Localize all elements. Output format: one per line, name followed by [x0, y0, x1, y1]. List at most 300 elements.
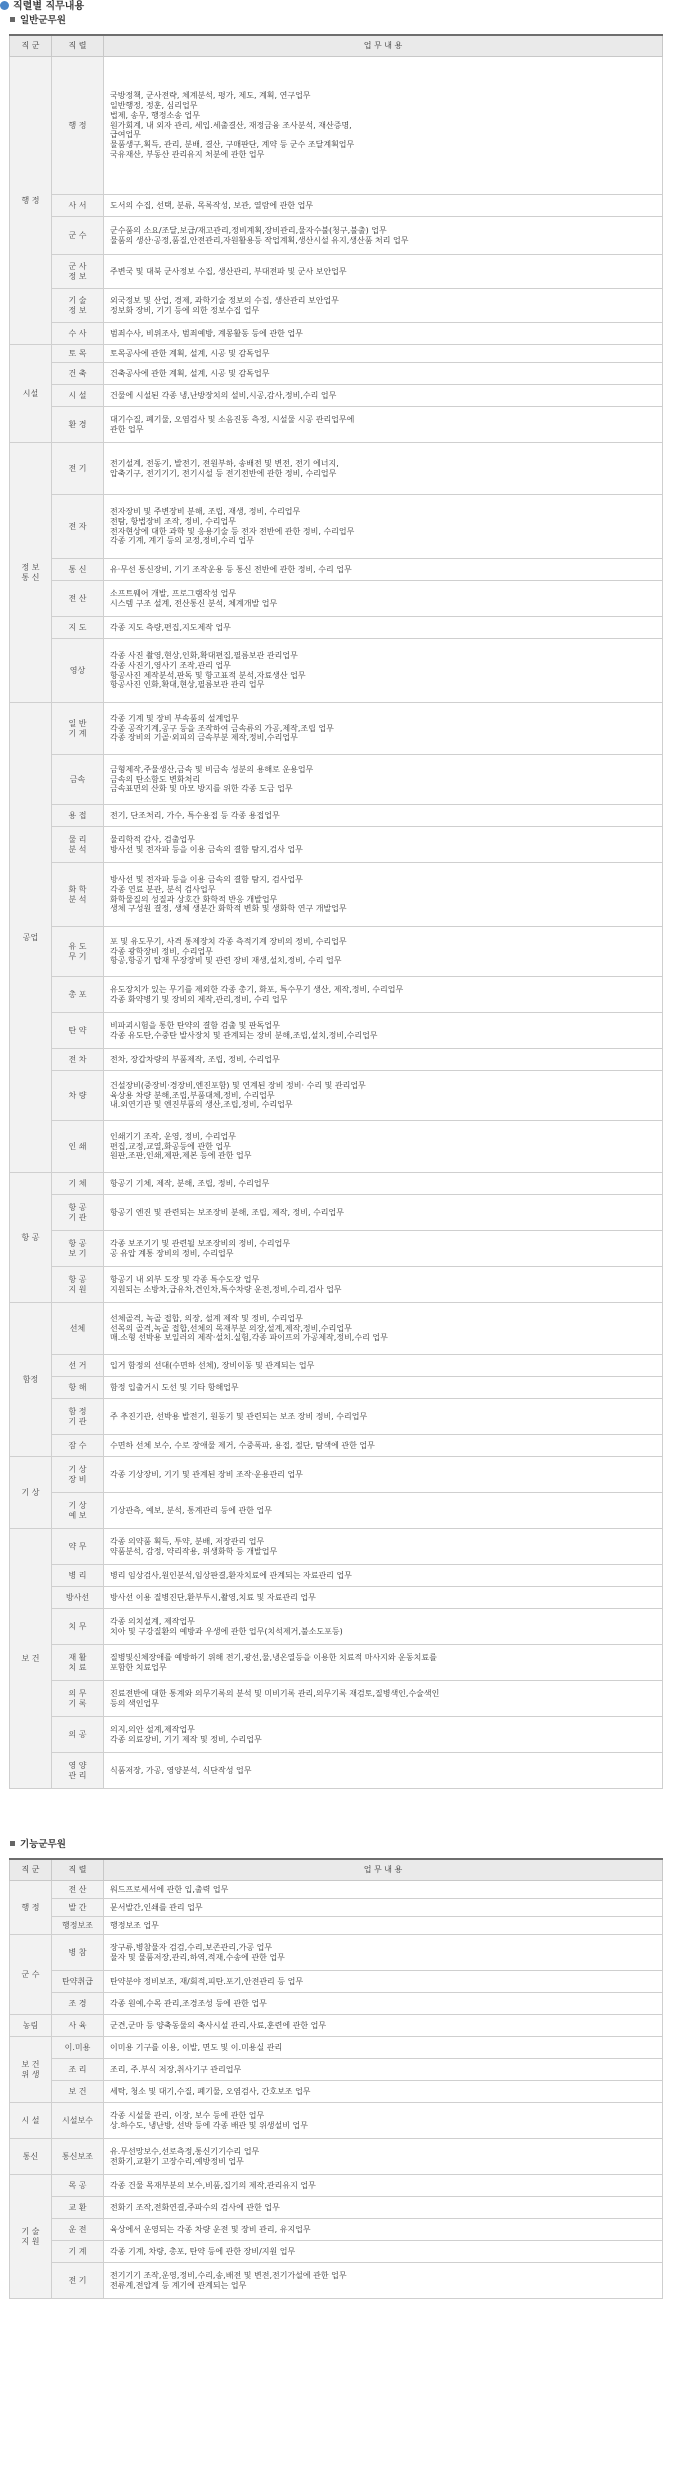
- duty-cell: [104, 1899, 663, 1917]
- text-line: 치 료: [68, 1662, 87, 1672]
- text-line: 군 수: [68, 230, 87, 240]
- text-line: 시설: [22, 388, 39, 398]
- duty-cell: [104, 2219, 663, 2241]
- table-row: [10, 863, 663, 927]
- text-line: 건 축: [68, 368, 87, 378]
- table-row: [10, 1493, 663, 1529]
- text-line: 매.소형 선박용 보일러의 제작·설치.실험,각종 파이프의 가공제작,정비,수리 업무: [110, 1333, 388, 1343]
- series-cell: [52, 863, 104, 927]
- series-cell: [52, 195, 104, 217]
- series-cell: [52, 755, 104, 805]
- duty-cell: [104, 1399, 663, 1435]
- text-line: 방사선 및 전자파 등을 이용 금속의 결함 탐지, 검사업무: [110, 875, 303, 884]
- duty-cell: [104, 1529, 663, 1565]
- text-line: 전탐, 항법장비 조작, 정비, 수리업무: [110, 516, 236, 526]
- table-row: [10, 617, 663, 639]
- table-row: [10, 363, 663, 385]
- duty-cell: [104, 443, 663, 495]
- text-line: 인 쇄: [68, 1141, 87, 1151]
- table-row: [10, 1377, 663, 1399]
- series-cell: [52, 1717, 104, 1753]
- table-row: [10, 385, 663, 407]
- series-cell: [52, 827, 104, 863]
- text-line: 일반행정, 정훈, 심리업무: [110, 101, 198, 111]
- text-line: 유 도: [68, 941, 87, 951]
- duty-cell: [104, 323, 663, 345]
- duty-cell: [104, 1013, 663, 1049]
- table-row: [10, 2081, 663, 2103]
- text-line: 기 관: [68, 1212, 87, 1222]
- text-line: 범죄수사, 비위조사, 범죄예방, 계몽활동 등에 관한 업무: [110, 328, 303, 338]
- series-cell: [52, 1231, 104, 1267]
- text-line: 전기, 단조처리, 가수, 특수용접 등 각종 용접업무: [110, 810, 280, 820]
- text-line: 일 반: [68, 718, 87, 728]
- text-line: 군수품의 소요/조달,보급/재고관리,정비계획,장비관리,물자수불(청구,불출) 업무: [110, 225, 387, 235]
- table-row: [10, 2241, 663, 2263]
- text-line: 건설장비(중장비·경장비,엔진포함) 및 연계된 장비 정비· 수리 및 관리업무: [110, 1080, 366, 1090]
- text-line: 입거 함정의 선대(수면하 선체), 장비이동 및 관계되는 업무: [110, 1360, 315, 1370]
- series-cell: [52, 1267, 104, 1303]
- series-cell: [52, 2103, 104, 2139]
- text-line: 군 수: [21, 1969, 40, 1979]
- text-line: 정 보: [68, 271, 87, 281]
- text-line: 치아 및 구강질환의 예방과 우생에 관한 업무(치석제거,불소도포등): [110, 1626, 343, 1636]
- bullet-circle-icon: [0, 1, 9, 10]
- text-line: 방사선 이용 질병진단,환부투시,촬영,치료 및 자료관리 업무: [110, 1592, 316, 1602]
- text-line: 주변국 및 대북 군사정보 수집, 생산관리, 부대전파 및 군사 보안업무: [110, 266, 347, 276]
- text-line: 관한 업무: [110, 424, 144, 434]
- table-row: [10, 1971, 663, 1993]
- series-cell: [52, 1071, 104, 1121]
- series-cell: [52, 1681, 104, 1717]
- group-cell: [10, 1529, 52, 1789]
- text-line: 선 거: [68, 1360, 87, 1370]
- series-cell: [52, 1049, 104, 1071]
- table-row: [10, 195, 663, 217]
- table-row: [10, 1435, 663, 1457]
- table-row: [10, 1173, 663, 1195]
- text-line: 정 보: [21, 562, 40, 572]
- text-line: 지원되는 소방차,급유차,견인차,특수차량 운전,정비,수리,검사 업무: [110, 1284, 342, 1294]
- column-header-series: 직 렬: [52, 35, 104, 57]
- text-line: 치 무: [68, 1621, 87, 1631]
- series-cell: [52, 639, 104, 703]
- text-line: 이.미용: [64, 2042, 91, 2052]
- text-line: 급여업무: [110, 130, 141, 140]
- duty-cell: [104, 1717, 663, 1753]
- text-line: 금속표면의 산화 및 마모 방지를 위한 각종 도금 업무: [110, 784, 293, 794]
- text-line: 각종 원예,수목 관리,조경조성 등에 관한 업무: [110, 1998, 267, 2008]
- section-title: [8, 1838, 66, 1852]
- duty-cell: [104, 345, 663, 363]
- column-header-group: 직 군: [10, 1859, 52, 1881]
- text-line: 진료전반에 대한 통계와 의무기록의 분석 및 미비기록 관리,의무기록 재검토,질병색인,수술색인: [110, 1688, 440, 1698]
- text-line: 조리, 주.부식 저장,취사기구 관리업무: [110, 2064, 242, 2074]
- table-row: [10, 217, 663, 255]
- series-cell: [52, 2139, 104, 2175]
- text-line: 건물에 시설된 각종 냉,난방장치의 설비,시공,감사,정비,수리 업무: [110, 390, 337, 400]
- duty-cell: [104, 1231, 663, 1267]
- duty-cell: [104, 1993, 663, 2015]
- text-line: 시 설: [68, 390, 87, 400]
- series-cell: [52, 2197, 104, 2219]
- text-line: 행정보조 업무: [110, 1920, 159, 1930]
- duty-cell: [104, 1565, 663, 1587]
- group-cell: [10, 2139, 52, 2175]
- text-line: 영상: [69, 665, 86, 675]
- text-line: 각종 기계 및 장비 부속품의 설계업무: [110, 713, 239, 723]
- table-row: [10, 559, 663, 581]
- text-line: 보 건: [21, 1653, 40, 1663]
- text-line: 육상에서 운영되는 각종 차량 운전 및 장비 관리, 유지업무: [110, 2224, 311, 2234]
- text-line: 각종 유도탄,수중탄 발사장치 및 관계되는 장비 분해,조립,설치,정비,수리업무: [110, 1030, 378, 1040]
- group-cell: [10, 1457, 52, 1529]
- table-row: [10, 977, 663, 1013]
- text-line: 운 전: [68, 2224, 87, 2234]
- text-line: 육상용 차량 분해,조립,부품대체,정비, 수리업무: [110, 1090, 275, 1100]
- text-line: 잠 수: [68, 1440, 87, 1450]
- text-line: 사 서: [68, 200, 87, 210]
- page-heading: [0, 0, 84, 14]
- section-title-text: 일반군무원: [20, 15, 66, 26]
- duty-cell: [104, 1267, 663, 1303]
- text-line: 차 량: [68, 1090, 87, 1100]
- duty-cell: [104, 2241, 663, 2263]
- text-line: 항공사진 제작분석,판독 및 항고표적 분석,자료생산 업무: [110, 670, 306, 680]
- text-line: 항공사진 인화,확대,현상,필름보관 관리 업무: [110, 680, 265, 690]
- series-cell: [52, 1753, 104, 1789]
- table-row: [10, 1681, 663, 1717]
- text-line: 물품의 생산·공정,품질,안전관리,자원활용등 작업계획,생산시설 유지,생산품 처리 업무: [110, 235, 409, 245]
- text-line: 관 리: [68, 1770, 87, 1780]
- series-cell: [52, 443, 104, 495]
- series-cell: [52, 2059, 104, 2081]
- duty-cell: [104, 1121, 663, 1173]
- group-cell: [10, 703, 52, 1173]
- text-line: 선목의 골격,녹골 접합,선체의 목재부분 의장,설계,제작,정비,수리업무: [110, 1323, 352, 1333]
- text-line: 기 상: [68, 1464, 87, 1474]
- text-line: 방사선: [65, 1592, 90, 1602]
- duty-table: [9, 1858, 663, 2299]
- text-line: 각종 연료 분관, 분석 검사업무: [110, 884, 216, 894]
- text-line: 각종 시설물 관리, 이장, 보수 등에 관한 업무: [110, 2110, 265, 2120]
- table-row: [10, 2175, 663, 2197]
- duty-cell: [104, 1377, 663, 1399]
- table-row: [10, 1565, 663, 1587]
- duty-cell: [104, 559, 663, 581]
- text-line: 통신보조: [62, 2151, 93, 2161]
- text-line: 전 산: [68, 1884, 87, 1894]
- text-line: 원판,조판,인쇄,제판,제본 등에 관한 업무: [110, 1151, 252, 1161]
- duty-cell: [104, 639, 663, 703]
- series-cell: [52, 581, 104, 617]
- duty-cell: [104, 2139, 663, 2175]
- text-line: 국유재산, 부동산 관리유지 처분에 관한 업무: [110, 149, 265, 159]
- table-row: [10, 289, 663, 323]
- text-line: 보 건: [68, 2086, 87, 2096]
- series-cell: [52, 927, 104, 977]
- text-line: 행 정: [21, 195, 40, 205]
- series-cell: [52, 1377, 104, 1399]
- series-cell: [52, 2263, 104, 2299]
- group-cell: [10, 1173, 52, 1303]
- text-line: 건축공사에 관한 계획, 설계, 시공 및 감독업무: [110, 368, 270, 378]
- text-line: 기 록: [68, 1698, 87, 1708]
- duty-cell: [104, 1917, 663, 1935]
- table-row: [10, 1753, 663, 1789]
- text-line: 전자현상에 대한 과학 및 응용기술 등 전자 전반에 관한 정비, 수리업무: [110, 526, 355, 536]
- series-cell: [52, 323, 104, 345]
- table-row: [10, 495, 663, 559]
- text-line: 군견,군마 등 양축동물의 축사시설 관리,사료,훈련에 관한 업무: [110, 2020, 327, 2030]
- group-cell: [10, 57, 52, 345]
- text-line: 전 기: [68, 463, 87, 473]
- text-line: 조 리: [68, 2064, 87, 2074]
- series-cell: [52, 1917, 104, 1935]
- text-line: 법제, 송무, 행정소송 업무: [110, 110, 200, 120]
- text-line: 비파괴시험을 통한 탄약의 결함 검출 및 판독업무: [110, 1020, 280, 1030]
- series-cell: [52, 559, 104, 581]
- series-cell: [52, 255, 104, 289]
- text-line: 통신: [22, 2151, 39, 2161]
- text-line: 물자 및 물품저장,관리,하역,적재,수송에 관한 업무: [110, 1952, 285, 1962]
- series-cell: [52, 385, 104, 407]
- series-cell: [52, 2037, 104, 2059]
- table-row: [10, 581, 663, 617]
- text-line: 금속: [69, 774, 86, 784]
- series-cell: [52, 1935, 104, 1971]
- text-line: 각종 의치설계, 제작업무: [110, 1616, 195, 1626]
- duty-cell: [104, 2197, 663, 2219]
- duty-cell: [104, 2037, 663, 2059]
- text-line: 유.무선망보수,선로측정,통신기기수리 업무: [110, 2146, 260, 2156]
- series-cell: [52, 1493, 104, 1529]
- text-line: 공업: [22, 932, 39, 942]
- text-line: 시스템 구조 설계, 전산통신 분석, 체계개발 업무: [110, 598, 278, 608]
- text-line: 전화기 조작,전화연결,주파수의 검사에 관한 업무: [110, 2202, 280, 2212]
- text-line: 함정: [22, 1374, 39, 1384]
- text-line: 전 차: [68, 1054, 87, 1064]
- text-line: 등의 색인업무: [110, 1698, 159, 1708]
- table-row: [10, 2059, 663, 2081]
- text-line: 각종 장비의 기골·외피의 금속부분 제작,정비,수리업무: [110, 733, 298, 743]
- text-line: 용 접: [68, 810, 87, 820]
- group-cell: [10, 2037, 52, 2103]
- text-line: 각종 지도 측량,편집,지도제작 업무: [110, 622, 231, 632]
- text-line: 전기설계, 전동기, 발전기, 전원부하, 송배전 및 변전, 전기 에너지,: [110, 458, 339, 468]
- text-line: 각종 보조기기 및 관련될 보조장비의 정비, 수리업무: [110, 1238, 291, 1248]
- text-line: 화학물질의 성질과 상호간 화학적 반응 개발업무: [110, 894, 278, 904]
- series-cell: [52, 1899, 104, 1917]
- text-line: 재 활: [68, 1652, 87, 1662]
- series-cell: [52, 977, 104, 1013]
- table-row: [10, 703, 663, 755]
- text-line: 질병및신체장애를 예방하기 위해 전기,광선,물,냉온열등을 이용한 치료적 마사지와 운동치료를: [110, 1652, 437, 1662]
- text-line: 각종 사진기,영사기 조작,관리 업무: [110, 660, 231, 670]
- text-line: 전차, 장갑차량의 부품제작, 조립, 정비, 수리업무: [110, 1054, 280, 1064]
- text-line: 시 설: [21, 2115, 40, 2125]
- text-line: 전자장비 및 주변장비 분해, 조립, 재생, 정비, 수리업무: [110, 507, 301, 516]
- table-row: [10, 1231, 663, 1267]
- duty-cell: [104, 1355, 663, 1377]
- text-line: 군 사: [68, 261, 87, 271]
- duty-cell: [104, 1971, 663, 1993]
- column-header-duties: 업 무 내 용: [104, 35, 663, 57]
- table-row: [10, 1609, 663, 1645]
- text-line: 지 원: [68, 1284, 87, 1294]
- series-cell: [52, 1355, 104, 1377]
- text-line: 국방정책, 군사전략, 체계분석, 평가, 제도, 계획, 연구업무: [110, 91, 311, 101]
- table-row: [10, 345, 663, 363]
- text-line: 이미용 기구를 이용, 이발, 면도 및 이.미용실 관리: [110, 2042, 283, 2052]
- table-row: [10, 2103, 663, 2139]
- table-row: [10, 1399, 663, 1435]
- series-cell: [52, 2081, 104, 2103]
- duty-cell: [104, 1645, 663, 1681]
- text-line: 전 자: [68, 521, 87, 531]
- table-row: [10, 1587, 663, 1609]
- series-cell: [52, 2015, 104, 2037]
- text-line: 기 관: [68, 1416, 87, 1426]
- text-line: 항공,항공기 탑재 무장장비 및 관련 장비 재생,설치,정비, 수리 업무: [110, 956, 342, 966]
- duty-cell: [104, 363, 663, 385]
- text-line: 유·무선 통신장비, 기기 조작운용 등 통신 전반에 관한 정비, 수리 업무: [110, 564, 352, 574]
- series-cell: [52, 805, 104, 827]
- table-row: [10, 2139, 663, 2175]
- duty-cell: [104, 1173, 663, 1195]
- table-row: [10, 2197, 663, 2219]
- text-line: 각종 의약품 획득, 투약, 분배, 저장관리 업무: [110, 1536, 265, 1546]
- duty-cell: [104, 2015, 663, 2037]
- text-line: 문서발간,인쇄를 관리 업무: [110, 1902, 203, 1912]
- series-cell: [52, 617, 104, 639]
- table-row: [10, 1645, 663, 1681]
- table-row: [10, 443, 663, 495]
- table-row: [10, 1457, 663, 1493]
- duty-cell: [104, 217, 663, 255]
- duty-cell: [104, 1935, 663, 1971]
- text-line: 각종 화약병기 및 장비의 제작,관리,정비, 수리 업무: [110, 994, 288, 1004]
- series-cell: [52, 1399, 104, 1435]
- group-cell: [10, 443, 52, 703]
- table-row: [10, 1993, 663, 2015]
- duty-cell: [104, 755, 663, 805]
- text-line: 화 학: [68, 884, 87, 894]
- series-cell: [52, 1121, 104, 1173]
- text-line: 기 술: [68, 295, 87, 305]
- duty-cell: [104, 1881, 663, 1899]
- text-line: 포 및 유도무기, 사격 통제장치 각종 측적기계 장비의 정비, 수리업무: [110, 936, 347, 946]
- duty-cell: [104, 977, 663, 1013]
- text-line: 각종 기계, 차량, 총포, 탄약 등에 관한 장비/지원 업무: [110, 2246, 296, 2256]
- page-title: 직렬별 직무내용: [13, 1, 85, 12]
- table-row: [10, 639, 663, 703]
- duty-cell: [104, 2175, 663, 2197]
- text-line: 항공기 엔진 및 관련되는 보조장비 분해, 조립, 제작, 정비, 수리업무: [110, 1207, 344, 1217]
- text-line: 탄 약: [68, 1025, 87, 1035]
- duty-cell: [104, 2263, 663, 2299]
- text-line: 물품생구,획득, 관리, 분배, 결산, 구매판단, 계약 등 군수 조달계획업무: [110, 140, 355, 150]
- series-cell: [52, 289, 104, 323]
- text-line: 각종 의료장비, 기기 제작 및 정비, 수리업무: [110, 1734, 262, 1744]
- square-bullet-icon: [10, 17, 15, 22]
- text-line: 장 비: [68, 1474, 87, 1484]
- text-line: 행 정: [68, 120, 87, 130]
- duty-cell: [104, 2081, 663, 2103]
- series-cell: [52, 1993, 104, 2015]
- text-line: 함정 입출거시 도선 및 기타 항해업무: [110, 1382, 239, 1392]
- text-line: 물리학적 감사, 검출업무: [110, 834, 195, 844]
- series-cell: [52, 363, 104, 385]
- column-header-group: 직 군: [10, 35, 52, 57]
- series-cell: [52, 703, 104, 755]
- text-line: 기 상: [68, 1500, 87, 1510]
- text-line: 선체: [69, 1323, 86, 1333]
- table-row: [10, 2219, 663, 2241]
- table-header-row: [10, 1859, 663, 1881]
- series-cell: [52, 2219, 104, 2241]
- section-title-text: 기능군무원: [20, 1839, 66, 1850]
- section-title: [8, 14, 66, 28]
- text-line: 행정보조: [62, 1920, 93, 1930]
- text-line: 예 보: [68, 1510, 87, 1520]
- text-line: 세탁, 청소 및 대기,수질, 폐기물, 오염검사, 간호보조 업무: [110, 2086, 311, 2096]
- text-line: 약품분석, 감정, 약리작용, 위생화학 등 개발업무: [110, 1546, 278, 1556]
- duty-cell: [104, 617, 663, 639]
- text-line: 각종 광학장비 정비, 수리업무: [110, 946, 213, 956]
- text-line: 환 경: [68, 419, 87, 429]
- text-line: 지 원: [21, 2236, 40, 2246]
- table-row: [10, 1881, 663, 1899]
- series-cell: [52, 217, 104, 255]
- table-row: [10, 407, 663, 443]
- text-line: 수 사: [68, 328, 87, 338]
- text-line: 식품저장, 가공, 영양분석, 식단작성 업무: [110, 1765, 252, 1775]
- text-line: 의지,의안 설계,제작업무: [110, 1724, 195, 1734]
- text-line: 주 추진기관, 선박용 발전기, 원동기 및 관련되는 보조 장비 정비, 수리업무: [110, 1411, 368, 1421]
- text-line: 통 신: [21, 572, 40, 582]
- series-cell: [52, 407, 104, 443]
- text-line: 발 간: [68, 1902, 87, 1912]
- text-line: 병리 임상검사,원인분석,임상판결,환자치료에 관계되는 자료관리 업무: [110, 1570, 352, 1580]
- text-line: 워드프로세서에 관한 입,출력 업무: [110, 1884, 229, 1894]
- text-line: 영 양: [68, 1760, 87, 1770]
- group-cell: [10, 2103, 52, 2139]
- duty-cell: [104, 863, 663, 927]
- group-cell: [10, 1935, 52, 2015]
- group-cell: [10, 2175, 52, 2299]
- text-line: 외국정보 및 산업, 경제, 과학기술 정보의 수집, 생산관리 보안업무: [110, 295, 339, 305]
- column-header-duties: 업 무 내 용: [104, 1859, 663, 1881]
- duty-cell: [104, 57, 663, 195]
- table-row: [10, 927, 663, 977]
- text-line: 항공기 내 외부 도장 및 각종 특수도장 업무: [110, 1274, 260, 1284]
- series-cell: [52, 1303, 104, 1355]
- duty-cell: [104, 255, 663, 289]
- series-cell: [52, 1881, 104, 1899]
- text-line: 전 기: [68, 2275, 87, 2285]
- text-line: 항 공: [68, 1202, 87, 1212]
- series-cell: [52, 2241, 104, 2263]
- text-line: 항 공: [68, 1274, 87, 1284]
- text-line: 기 계: [68, 2246, 87, 2256]
- text-line: 포함한 치료업무: [110, 1662, 167, 1672]
- table-row: [10, 57, 663, 195]
- text-line: 전화기,교환기 고장수리,예방정비 업무: [110, 2156, 244, 2166]
- text-line: 기 술: [21, 2226, 40, 2236]
- table-row: [10, 1917, 663, 1935]
- text-line: 위 생: [21, 2069, 40, 2079]
